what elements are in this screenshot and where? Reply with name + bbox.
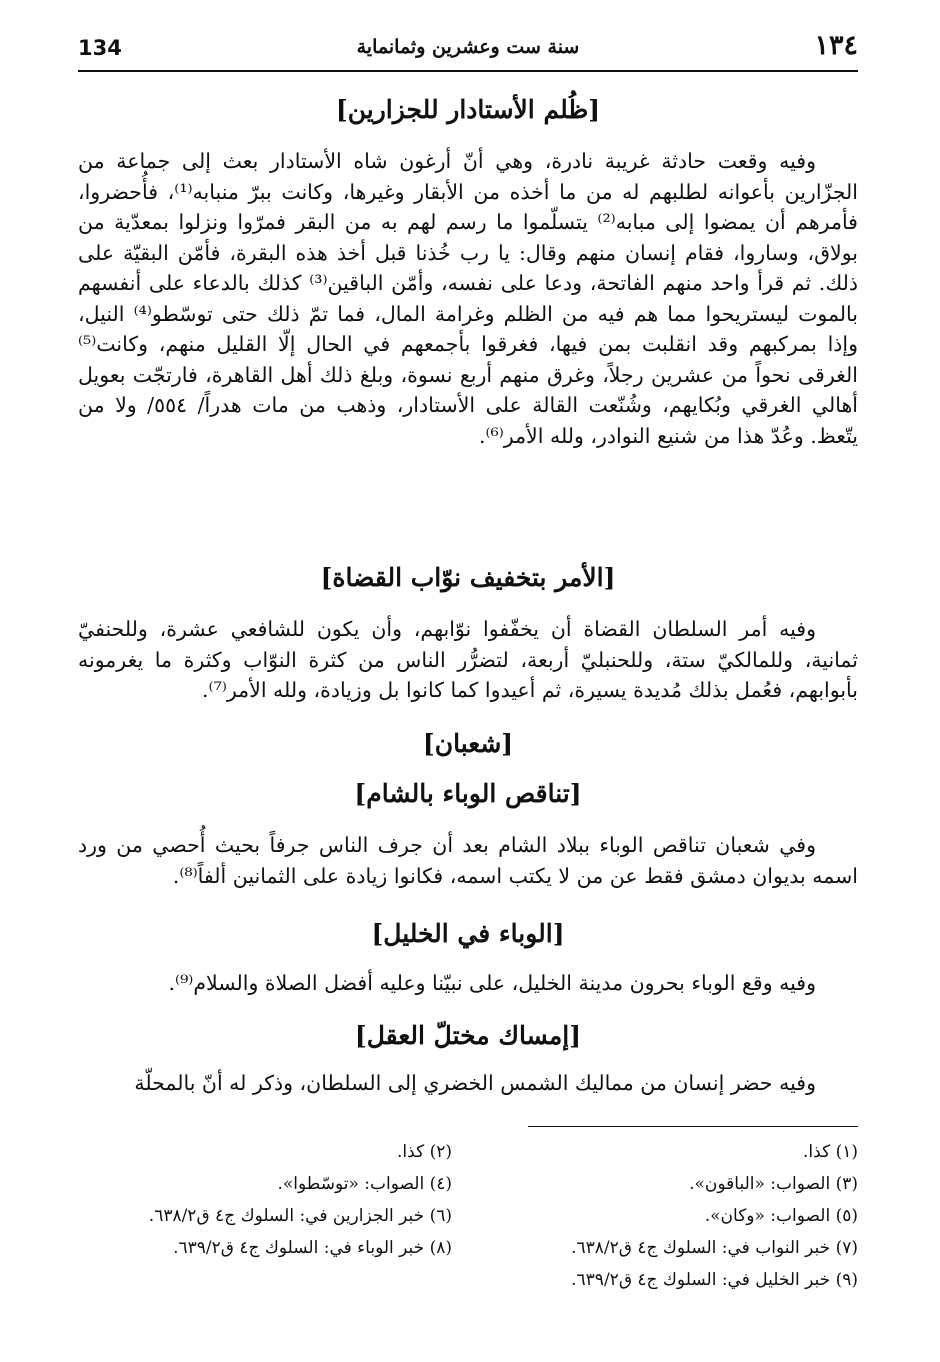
footnote-1: (١) كذا. xyxy=(803,1142,858,1162)
section-heading-madman: [إمساك مختلّ العقل] xyxy=(354,1021,582,1050)
section-body-plague-khalil xyxy=(78,968,858,999)
paragraph: وفيه وقع الوباء بحرون مدينة الخليل، على نبيّنا وعليه أفضل الصلاة والسلام⁽⁹⁾. xyxy=(168,971,816,995)
footnote-rule xyxy=(528,1126,858,1127)
footnote-6: (٦) خبر الجزارين في: السلوك ج٤ ق٦٣٨/٢. xyxy=(148,1206,452,1226)
footnote-2: (٢) كذا. xyxy=(397,1142,452,1162)
section-body-madman xyxy=(78,1068,858,1099)
running-title: سنة ست وعشرين وثمانماية xyxy=(356,36,580,58)
section-heading-plague-khalil: [الوباء في الخليل] xyxy=(371,919,565,948)
footnote-8: (٨) خبر الوباء في: السلوك ج٤ ق٦٣٩/٢. xyxy=(173,1238,452,1258)
section-heading-plague-sham: [تناقص الوباء بالشام] xyxy=(354,779,582,808)
section-heading-deputies: [الأمر بتخفيف نوّاب القضاة] xyxy=(320,563,616,592)
page-number-latin: 134 xyxy=(78,36,122,60)
paragraph: وفيه وقعت حادثة غريبة نادرة، وهي أنّ أرغون شاه الأستادار بعث إلى جماعة من الجزّارين بأعوانه لطلبهم له من ما أخذه من الأبقار وغيرها، وكانت ببرّ منبابه⁽¹⁾، فأُحضروا، فأمرهم أن يمضوا إلى مبابه⁽²⁾ يتسلّموا ما رسم لهم به من البقر فمرّوا ونزلوا بمعدّية من بولاق، وساروا، فقام إنسان منهم وقال: يا رب خُذنا قبل أخذ هذه البقرة، فأمّن البقيّة على ذلك. ثم قرأ واحد منهم الفاتحة، ودعا على نفسه، وأمّن الباقين⁽³⁾ كذلك بالدعاء على أنفسهم بالموت ليستريحوا مما هم فيه من الظلم وغرامة المال، فما تمّ ذلك حتى توسّطو⁽⁴⁾ النيل، وإذا بمركبهم وقد انقلبت بمن فيها، فغرقوا بأجمعهم في الحال إلّا القليل منهم، وكانت⁽⁵⁾ الغرقى نحواً من عشرين رجلاً، وغرق منهم أربع نسوة، وبلغ ذلك أهل القاهرة، فارتجّت بعويل أهالي الغرقي وبُكايهم، وشُنّعت القالة على الأستادار، وذهب من مات هدراً/ ٥٥٤/ ولا من يتّعظ. وعُدّ هذا من شنيع النوادر، ولله الأمر⁽⁶⁾. xyxy=(78,149,859,448)
footnote-5: (٥) الصواب: «وكان». xyxy=(704,1206,858,1226)
section-body-deputies xyxy=(78,614,858,706)
month-heading: [شعبان] xyxy=(422,729,514,758)
footnote-9: (٩) خبر الخليل في: السلوك ج٤ ق٦٣٩/٢. xyxy=(571,1270,858,1290)
paragraph: وفيه أمر السلطان القضاة أن يخفّفوا نوّابهم، وأن يكون للشافعي عشرة، وللحنفيّ ثمانية، وللمالكيّ ستة، وللحنبليّ أربعة، لتضرُّر الناس من كثرة النوّاب وكثرة ما يغرمونه بأبوابهم، فعُمل بذلك مُديدة يسيرة، ثم أعيدوا كما كانوا بل وزيادة، ولله الأمر⁽⁷⁾. xyxy=(78,617,858,702)
paragraph: وفيه حضر إنسان من مماليك الشمس الخضري إلى السلطان، وذكر له أنّ بالمحلّة xyxy=(134,1071,816,1095)
footnote-3: (٣) الصواب: «الباقون». xyxy=(689,1174,858,1194)
footnote-7: (٧) خبر النواب في: السلوك ج٤ ق٦٣٨/٢. xyxy=(571,1238,858,1258)
section-heading-butchers: [ظُلم الأستادار للجزارين] xyxy=(335,95,601,124)
page-number-arabic: ١٣٤ xyxy=(814,30,858,61)
running-header xyxy=(78,30,858,66)
footnote-4: (٤) الصواب: «توسّطوا». xyxy=(277,1174,452,1194)
section-body-plague-sham xyxy=(78,830,858,891)
paragraph: وفي شعبان تناقص الوباء ببلاد الشام بعد أن جرف الناس جرفاً بحيث أُحصي من ورد اسمه بديوان دمشق فقط عن من لا يكتب اسمه، فكانوا زيادة على الثمانين ألفاً⁽⁸⁾. xyxy=(78,833,858,888)
header-rule xyxy=(78,70,858,72)
section-body-butchers xyxy=(78,146,858,451)
